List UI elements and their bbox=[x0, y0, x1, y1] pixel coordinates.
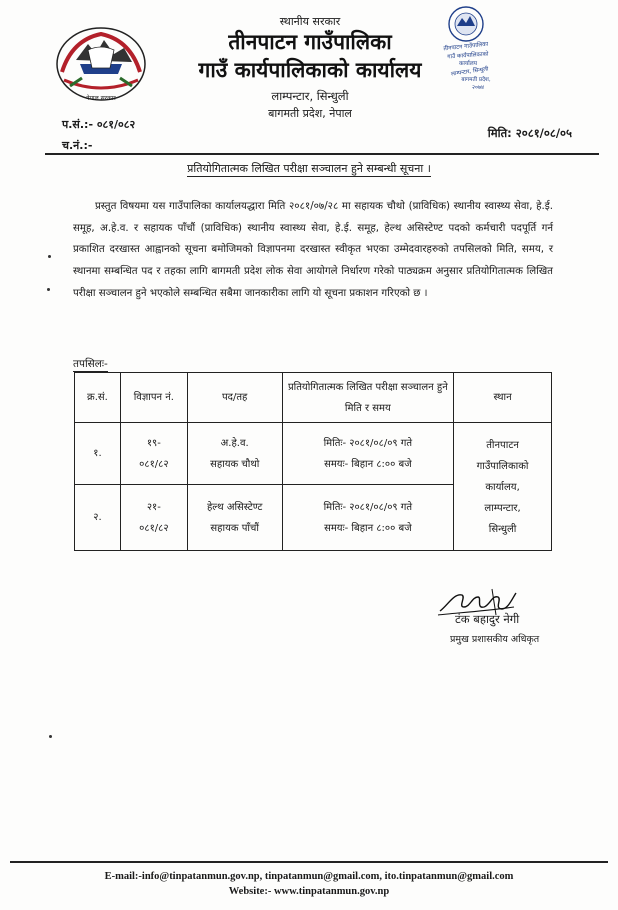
header-ad-number: विज्ञापन नं. bbox=[120, 373, 187, 423]
footer-email: E-mail:-info@tinpatanmun.gov.np, tinpatanmun@gmail.com, ito.tinpatanmun@gmail.com bbox=[104, 871, 514, 882]
municipality-name: तीनपाटन गाउँपालिका bbox=[228, 30, 392, 54]
footer-website: Website:- www.tinpatanmun.gov.np bbox=[228, 886, 390, 897]
table-header-row bbox=[75, 373, 552, 423]
header-divider bbox=[45, 153, 599, 155]
schedule-label: तपसिलः- bbox=[73, 358, 108, 370]
post-cell: हेल्थ असिस्टेण्ट सहायक पाँचौं bbox=[187, 485, 282, 551]
svg-text:कार्यालय: कार्यालय bbox=[458, 61, 478, 67]
emblem-caption: नेपाल सरकार bbox=[86, 95, 116, 102]
ad-number-cell: १९- ०८१/८२ bbox=[120, 423, 187, 485]
margin-mark bbox=[48, 255, 51, 258]
header-serial: क्र.सं. bbox=[75, 373, 121, 423]
serial-cell: १. bbox=[75, 423, 121, 485]
svg-text:लाम्पन्टार, सिन्धुली: लाम्पन्टार, सिन्धुली bbox=[450, 66, 489, 78]
post-cell: अ.हे.व. सहायक चौथो bbox=[187, 423, 282, 485]
exam-schedule-table bbox=[74, 372, 552, 551]
margin-mark bbox=[47, 288, 50, 291]
venue-cell: तीनपाटन गाउँपालिकाको कार्यालय, लाम्पन्टार, सिन्धुली bbox=[454, 423, 552, 551]
dispatch-number: च.नं.:- bbox=[62, 139, 93, 152]
notice-subject bbox=[0, 161, 618, 176]
notice-subject-text: प्रतियोगितात्मक लिखित परीक्षा सञ्चालन हुने सम्बन्धी सूचना । bbox=[187, 162, 431, 175]
ad-number-cell: २१- ०८१/८२ bbox=[120, 485, 187, 551]
svg-text:बागमती प्रदेश,: बागमती प्रदेश, bbox=[461, 77, 491, 83]
svg-text:तीनपाटन गाउँपालिका: तीनपाटन गाउँपालिका bbox=[443, 41, 489, 53]
margin-mark bbox=[49, 735, 52, 738]
date-time-cell: मितिः- २०८१/०८/०९ गते समयः- बिहान ८:०० बजे bbox=[282, 423, 454, 485]
office-name: गाउँ कार्यपालिकाको कार्यालय bbox=[198, 58, 422, 82]
government-level: स्थानीय सरकार bbox=[279, 15, 341, 28]
serial-cell: २. bbox=[75, 485, 121, 551]
address-line-1: लाम्पन्टार, सिन्धुली bbox=[271, 89, 349, 103]
date-time-cell: मितिः- २०८१/०८/०९ गते समयः- बिहान ८:०० बजे bbox=[282, 485, 454, 551]
signatory-title: प्रमुख प्रशासकीय अधिकृत bbox=[450, 634, 540, 645]
reference-number: प.सं.:- ०८१/०८२ bbox=[62, 118, 136, 131]
address-line-2: बागमती प्रदेश, नेपाल bbox=[268, 107, 352, 120]
table-row bbox=[75, 423, 552, 485]
svg-text:गाउँ कार्यपालिकाको: गाउँ कार्यपालिकाको bbox=[447, 51, 489, 61]
header-post: पद/तह bbox=[187, 373, 282, 423]
header-venue: स्थान bbox=[454, 373, 552, 423]
signatory-name: टंक बहादुर नेगी bbox=[455, 612, 520, 626]
header-date-time: प्रतियोगितात्मक लिखित परीक्षा सञ्चालन हुने मिति र समय bbox=[282, 373, 454, 423]
footer-divider bbox=[10, 861, 608, 863]
notice-body-text: प्रस्तुत विषयमा यस गाउँपालिका कार्यालयद्धारा मिति २०८१/०७/२८ मा सहायक चौथो (प्राविधिक) स्थानीय स्वास्थ्य सेवा, हे.ई. समूह, अ.हे.व. र सहायक पाँचौं (प्राविधिक) स्थानीय स्वास्थ्य सेवा, हे.ई. समूह, हेल्थ असिस्टेण्ट पदको कर्मचारी पदपूर्ति गर्न प्रकाशित दरखास्त आह्वानको सूचना बमोजिमको विज्ञापनमा दरखास्त स्वीकृत भएका उम्मेदवारहरुको तपसिलको मिति, समय, र स्थानमा सम्बन्धित पद र तहका लागि बागमती प्रदेश लोक सेवा आयोगले निर्धारण गरेको पाठ्यक्रम अनुसार प्रतियोगितात्मक लिखित परीक्षा सञ्चालन हुने भएकोले सम्बन्धित सबैमा जानकारीका लागि यो सूचना प्रकाशन गरिएको छ । bbox=[73, 201, 553, 299]
notice-body-paragraph bbox=[73, 196, 553, 305]
svg-text:२०७४: २०७४ bbox=[471, 85, 485, 91]
notice-date: मिति: २०८१/०८/०५ bbox=[487, 126, 572, 140]
